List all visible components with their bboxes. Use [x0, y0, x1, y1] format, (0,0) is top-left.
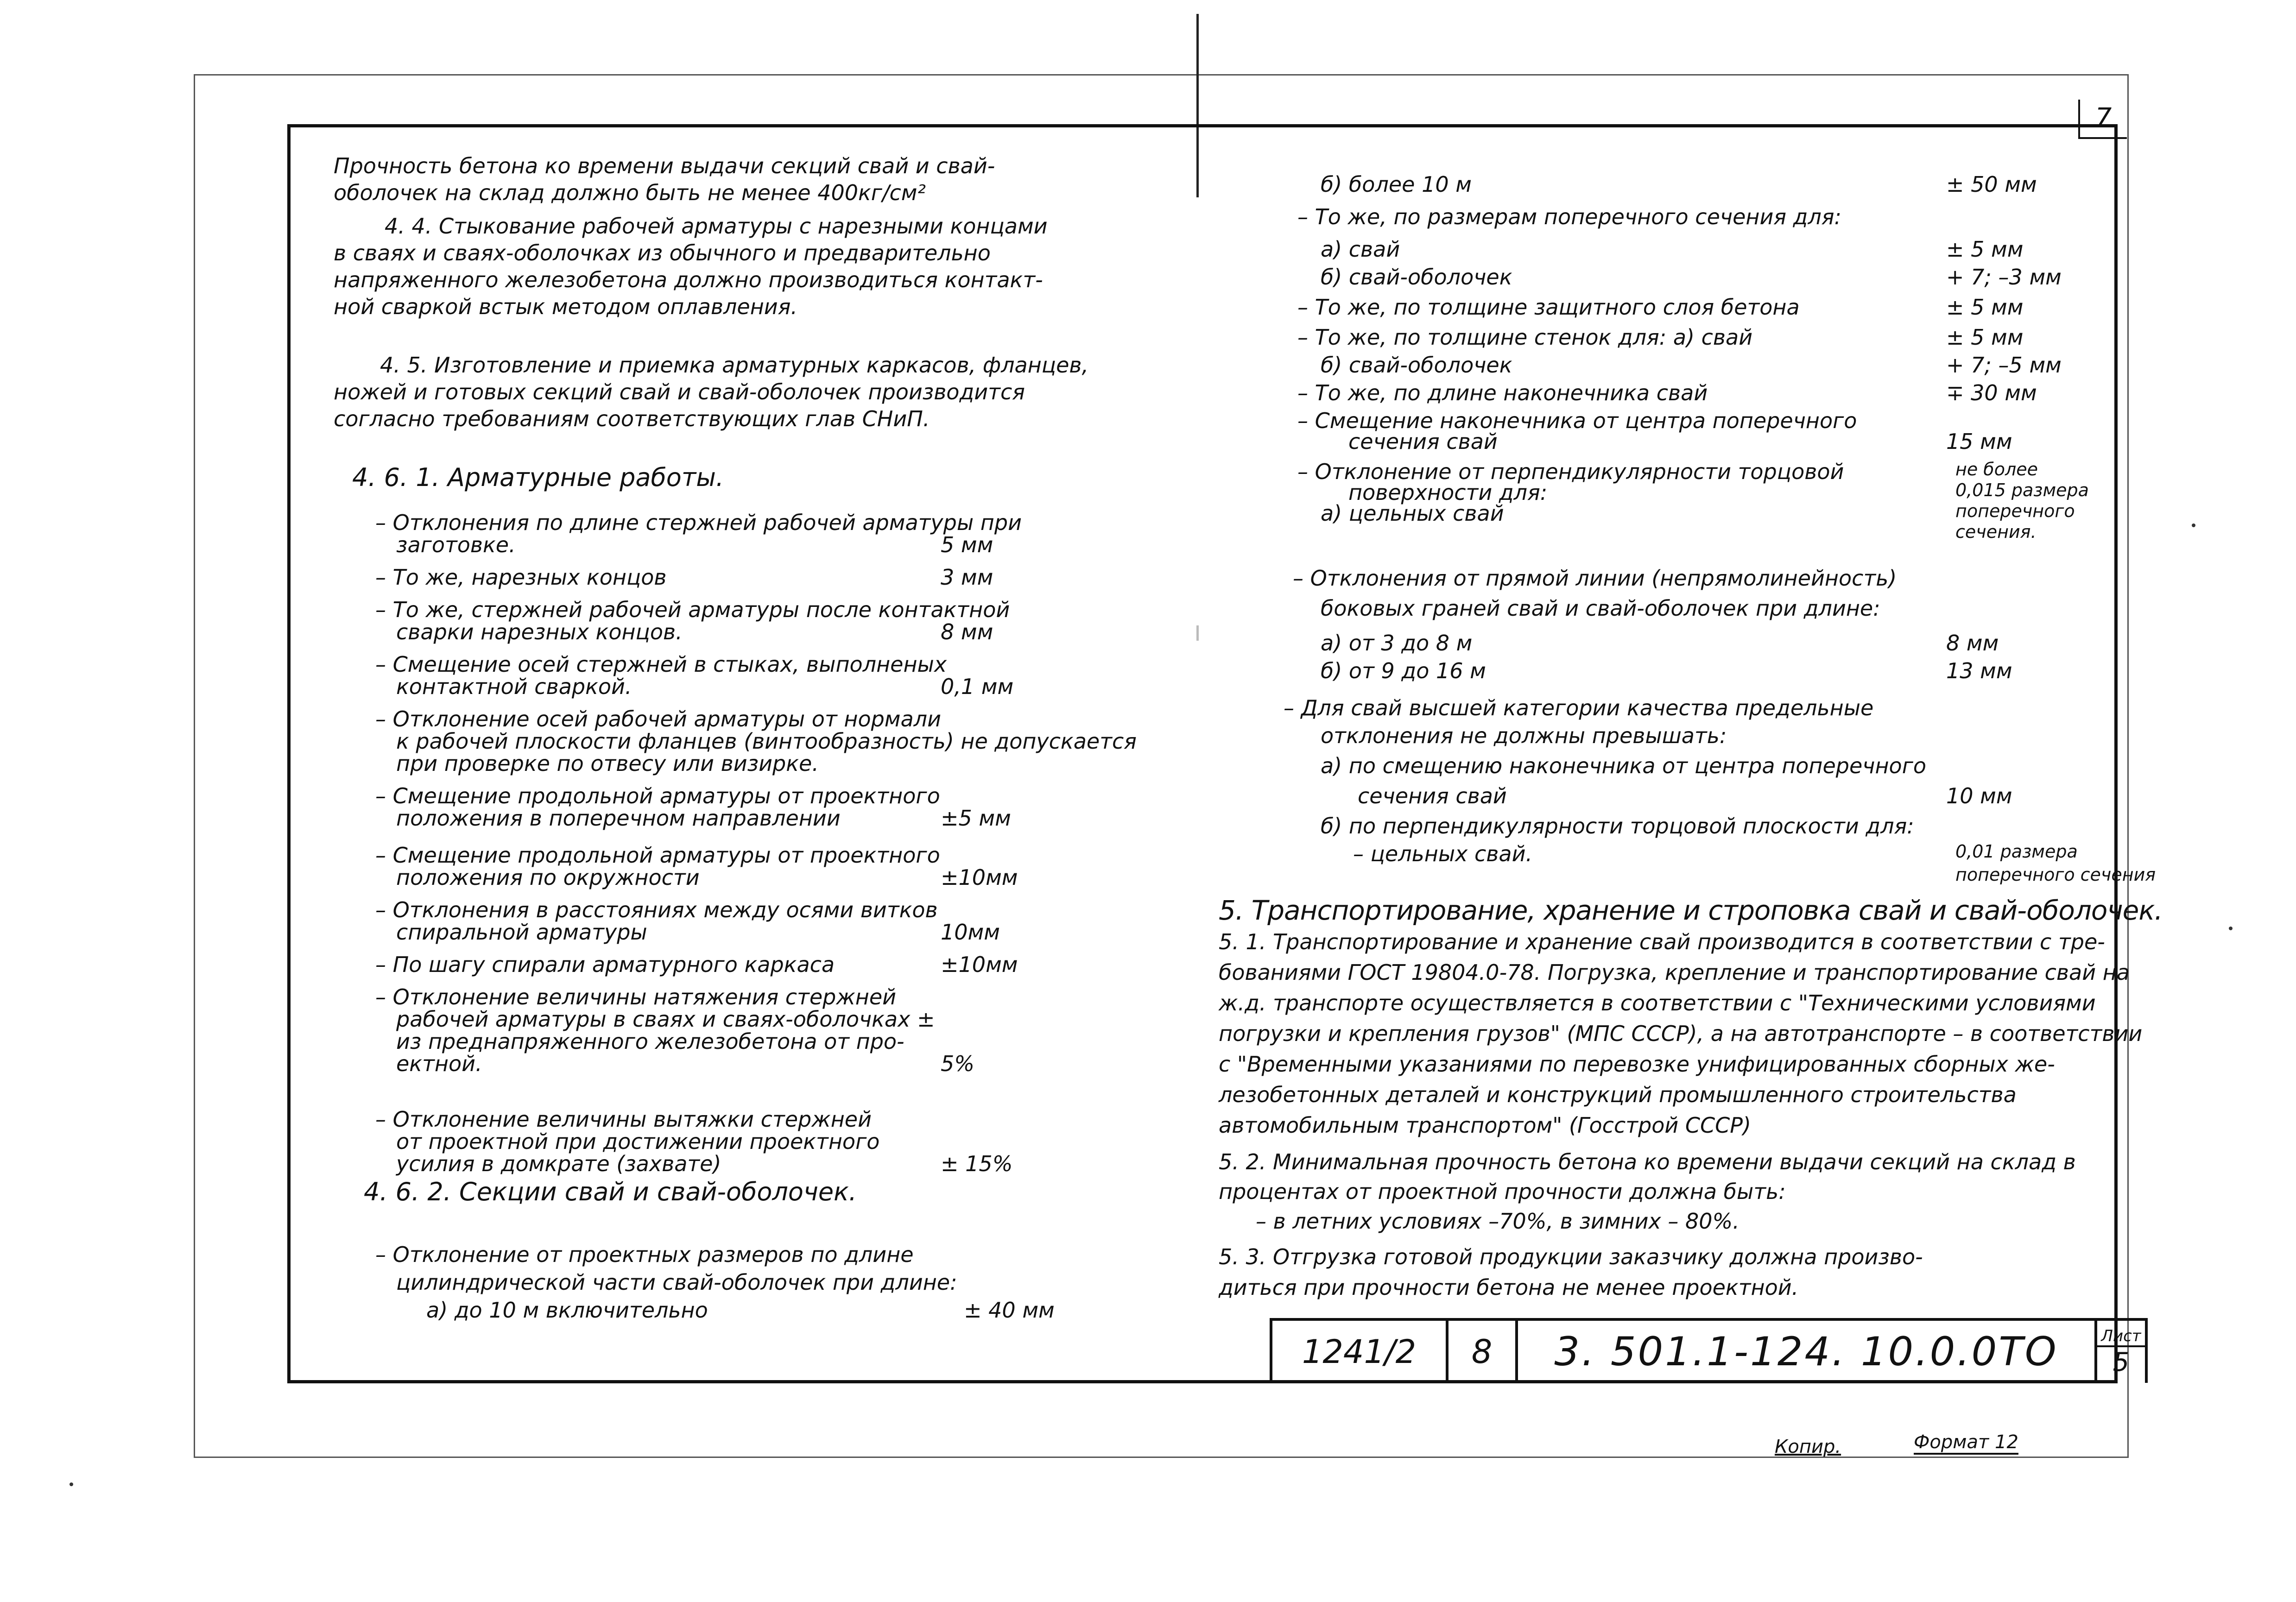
paragraph-line: автомобильным транспортом" (Госстрой СССР): [1219, 1113, 1751, 1138]
tolerance-row-text: – То же, по длине наконечника свай: [1297, 380, 1708, 405]
tolerance-row-text: – Для свай высшей категории качества предельные: [1284, 695, 1874, 720]
tolerance-item-value: ±5 мм: [941, 806, 1011, 831]
copied-by-note: Копир.: [1775, 1436, 1841, 1457]
tolerance-row-value: 0,01 размера: [1955, 841, 2078, 862]
tolerance-item-line: ектной.: [396, 1051, 482, 1076]
document-code: 3. 501.1-124. 10.0.0ТО: [1515, 1318, 2094, 1383]
tolerance-row-value: поперечного: [1955, 501, 2075, 521]
tolerance-item-line: – Отклонение от проектных размеров по длине: [375, 1242, 914, 1267]
tolerance-row-value: + 7; –5 мм: [1946, 353, 2062, 378]
paragraph-line: 5. 3. Отгрузка готовой продукции заказчику должна произво-: [1219, 1244, 1923, 1269]
paragraph-line: оболочек на склад должно быть не менее 400кг/см²: [334, 180, 926, 205]
tolerance-item-line: а) до 10 м включительно: [426, 1298, 708, 1323]
paragraph-line: 4. 5. Изготовление и приемка арматурных каркасов, фланцев,: [380, 353, 1089, 378]
tolerance-row-text: а) от 3 до 8 м: [1321, 631, 1473, 656]
tolerance-row-text: а) цельных свай: [1321, 501, 1504, 526]
scan-speck: [70, 1482, 73, 1486]
tolerance-item-line: заготовке.: [396, 532, 516, 557]
tolerance-item-value: 3 мм: [941, 565, 993, 590]
tolerance-row-text: поверхности для:: [1348, 480, 1548, 505]
length-deviation-value: ± 40 мм: [964, 1298, 1055, 1323]
tolerance-item-line: положения в поперечном направлении: [396, 806, 841, 831]
sheet-number: 5: [2113, 1347, 2130, 1377]
tolerance-row-text: сечения свай: [1358, 783, 1507, 808]
tolerance-row-value: 13 мм: [1946, 658, 2012, 683]
tolerance-row-text: б) более 10 м: [1321, 172, 1472, 197]
tolerance-item-line: от проектной при достижении проектного: [396, 1129, 880, 1154]
tolerance-row-text: – Отклонение от перпендикулярности торцовой: [1297, 459, 1844, 484]
corner-page-number: 7: [2078, 100, 2127, 139]
tolerance-item-line: – Смещение продольной арматуры от проектного: [375, 783, 940, 808]
paragraph-line: напряженного железобетона должно производиться контакт-: [334, 267, 1043, 292]
scan-speck: [2229, 927, 2233, 930]
tolerance-item-line: – Отклонение величины вытяжки стержней: [375, 1107, 872, 1132]
paragraph-line: ножей и готовых секций свай и свай-оболочек производится: [334, 379, 1025, 404]
tolerance-item-line: к рабочей плоскости фланцев (винтообразность) не допускается: [396, 729, 1137, 754]
tolerance-row-text: а) свай: [1321, 237, 1400, 262]
tolerance-item-line: – То же, нарезных концов: [375, 565, 667, 590]
tolerance-item-value: 5%: [941, 1051, 974, 1076]
paragraph-line: погрузки и крепления грузов" (МПС СССР), а на автотранспорте – в соответствии: [1219, 1021, 2143, 1046]
tolerance-row-text: – Смещение наконечника от центра поперечного: [1297, 408, 1857, 433]
tolerance-row-value: 15 мм: [1946, 429, 2012, 454]
tolerance-row-text: боковых граней свай и свай-оболочек при длине:: [1321, 596, 1880, 621]
tolerance-row-text: отклонения не должны превышать:: [1321, 723, 1727, 748]
tolerance-row-value: поперечного сечения: [1955, 864, 2156, 885]
scan-speck: [2192, 523, 2195, 527]
paragraph-line: процентах от проектной прочности должна быть:: [1219, 1179, 1786, 1204]
paragraph-line: ж.д. транспорте осуществляется в соответствии с "Техническими условиями: [1219, 990, 2096, 1015]
tolerance-item-line: цилиндрической части свай-оболочек при длине:: [396, 1270, 957, 1295]
sheet-count: 8: [1446, 1318, 1515, 1383]
paragraph-line: диться при прочности бетона не менее проектной.: [1219, 1275, 1799, 1300]
tolerance-row-text: – То же, по размерам поперечного сечения для:: [1297, 204, 1842, 229]
tolerance-row-text: б) от 9 до 16 м: [1321, 658, 1486, 683]
section-5-heading: 5. Транспортирование, хранение и строповка свай и свай-оболочек.: [1219, 895, 2163, 926]
tolerance-item-line: – Отклонение величины натяжения стержней: [375, 984, 897, 1009]
sheet-label: Лист: [2097, 1327, 2145, 1347]
tolerance-row-value: ± 5 мм: [1946, 295, 2024, 320]
paragraph-line: лезобетонных деталей и конструкций промышленного строительства: [1219, 1082, 2017, 1107]
tolerance-item-line: – То же, стержней рабочей арматуры после контактной: [375, 597, 1010, 622]
tolerance-row-text: а) по смещению наконечника от центра поперечного: [1321, 753, 1927, 778]
tolerance-item-value: 0,1 мм: [941, 674, 1014, 699]
tolerance-row-value: 8 мм: [1946, 631, 1999, 656]
paragraph-line: в сваях и сваях-оболочках из обычного и предварительно: [334, 240, 991, 265]
paragraph-line: Прочность бетона ко времени выдачи секций свай и свай-: [334, 153, 995, 178]
tolerance-item-line: спиральной арматуры: [396, 920, 647, 945]
tolerance-row-text: б) свай-оболочек: [1321, 265, 1512, 290]
tolerance-row-text: – То же, по толщине стенок для: а) свай: [1297, 325, 1753, 350]
tolerance-row-value: не более: [1955, 459, 2038, 479]
tolerance-item-value: ± 15%: [941, 1151, 1013, 1176]
tolerance-row-text: сечения свай: [1348, 429, 1498, 454]
tolerance-row-value: + 7; –3 мм: [1946, 265, 2062, 290]
tolerance-item-line: – Отклонения в расстояниях между осями витков: [375, 897, 938, 922]
sheet-format-note: Формат 12: [1914, 1432, 2018, 1455]
tolerance-row-text: б) свай-оболочек: [1321, 353, 1512, 378]
tolerance-item-value: 8 мм: [941, 619, 993, 644]
tolerance-item-line: сварки нарезных концов.: [396, 619, 683, 644]
tolerance-item-line: усилия в домкрате (захвате): [396, 1151, 721, 1176]
paragraph-line: с "Временными указаниями по перевозке унифицированных сборных же-: [1219, 1052, 2055, 1077]
tolerance-row-value: ∓ 30 мм: [1946, 380, 2037, 405]
tolerance-item-line: – Отклонения по длине стержней рабочей арматуры при: [375, 510, 1022, 535]
tolerance-item-line: – По шагу спирали арматурного каркаса: [375, 952, 835, 977]
tolerance-item-value: 10мм: [941, 920, 1000, 945]
paragraph-line: 5. 2. Минимальная прочность бетона ко времени выдачи секций на склад в: [1219, 1149, 2076, 1174]
tolerance-row-text: б) по перпендикулярности торцовой плоскости для:: [1321, 814, 1914, 839]
tolerance-item-line: – Смещение продольной арматуры от проектного: [375, 843, 940, 868]
tolerance-item-value: 5 мм: [941, 532, 993, 557]
paragraph-line: согласно требованиям соответствующих глав СНиП.: [334, 406, 930, 431]
heading-4-6-1: 4. 6. 1. Арматурные работы.: [352, 463, 724, 492]
tolerance-item-line: – Отклонение осей рабочей арматуры от нормали: [375, 706, 941, 732]
tolerance-item-value: ±10мм: [941, 952, 1018, 977]
paragraph-line: 5. 1. Транспортирование и хранение свай производится в соответствии с тре-: [1219, 929, 2105, 954]
tolerance-row-value: 10 мм: [1946, 783, 2012, 808]
tolerance-row-text: – Отклонения от прямой линии (непрямолинейность): [1293, 566, 1897, 591]
paragraph-line: бованиями ГОСТ 19804.0-78. Погрузка, крепление и транспортирование свай на: [1219, 960, 2130, 985]
tolerance-item-line: положения по окружности: [396, 865, 700, 890]
tolerance-item-line: из преднапряженного железобетона от про-: [396, 1029, 904, 1054]
paragraph-line: ной сваркой встык методом оплавления.: [334, 294, 797, 319]
paragraph-line: 4. 4. Стыкование рабочей арматуры с нарезными концами: [385, 214, 1048, 239]
sheet-label-cell: [2094, 1318, 2148, 1383]
tolerance-row-value: сечения.: [1955, 522, 2037, 542]
heading-4-6-2: 4. 6. 2. Секции свай и свай-оболочек.: [364, 1177, 857, 1206]
tolerance-item-line: при проверке по отвесу или визирке.: [396, 751, 819, 776]
tolerance-item-line: контактной сваркой.: [396, 674, 632, 699]
tolerance-item-value: ±10мм: [941, 865, 1018, 890]
tolerance-row-value: ± 5 мм: [1946, 237, 2024, 262]
tolerance-item-line: – Смещение осей стержней в стыках, выполненых: [375, 652, 947, 677]
tolerance-row-value: 0,015 размера: [1955, 480, 2089, 500]
tolerance-row-value: ± 5 мм: [1946, 325, 2024, 350]
tolerance-row-text: – цельных свай.: [1353, 841, 1533, 866]
paragraph-line: – в летних условиях –70%, в зимних – 80%.: [1256, 1209, 1739, 1234]
tolerance-item-line: рабочей арматуры в сваях и сваях-оболочках ±: [396, 1007, 935, 1032]
inventory-number: 1241/2: [1270, 1318, 1446, 1383]
tolerance-row-text: – То же, по толщине защитного слоя бетона: [1297, 295, 1800, 320]
tolerance-row-value: ± 50 мм: [1946, 172, 2037, 197]
